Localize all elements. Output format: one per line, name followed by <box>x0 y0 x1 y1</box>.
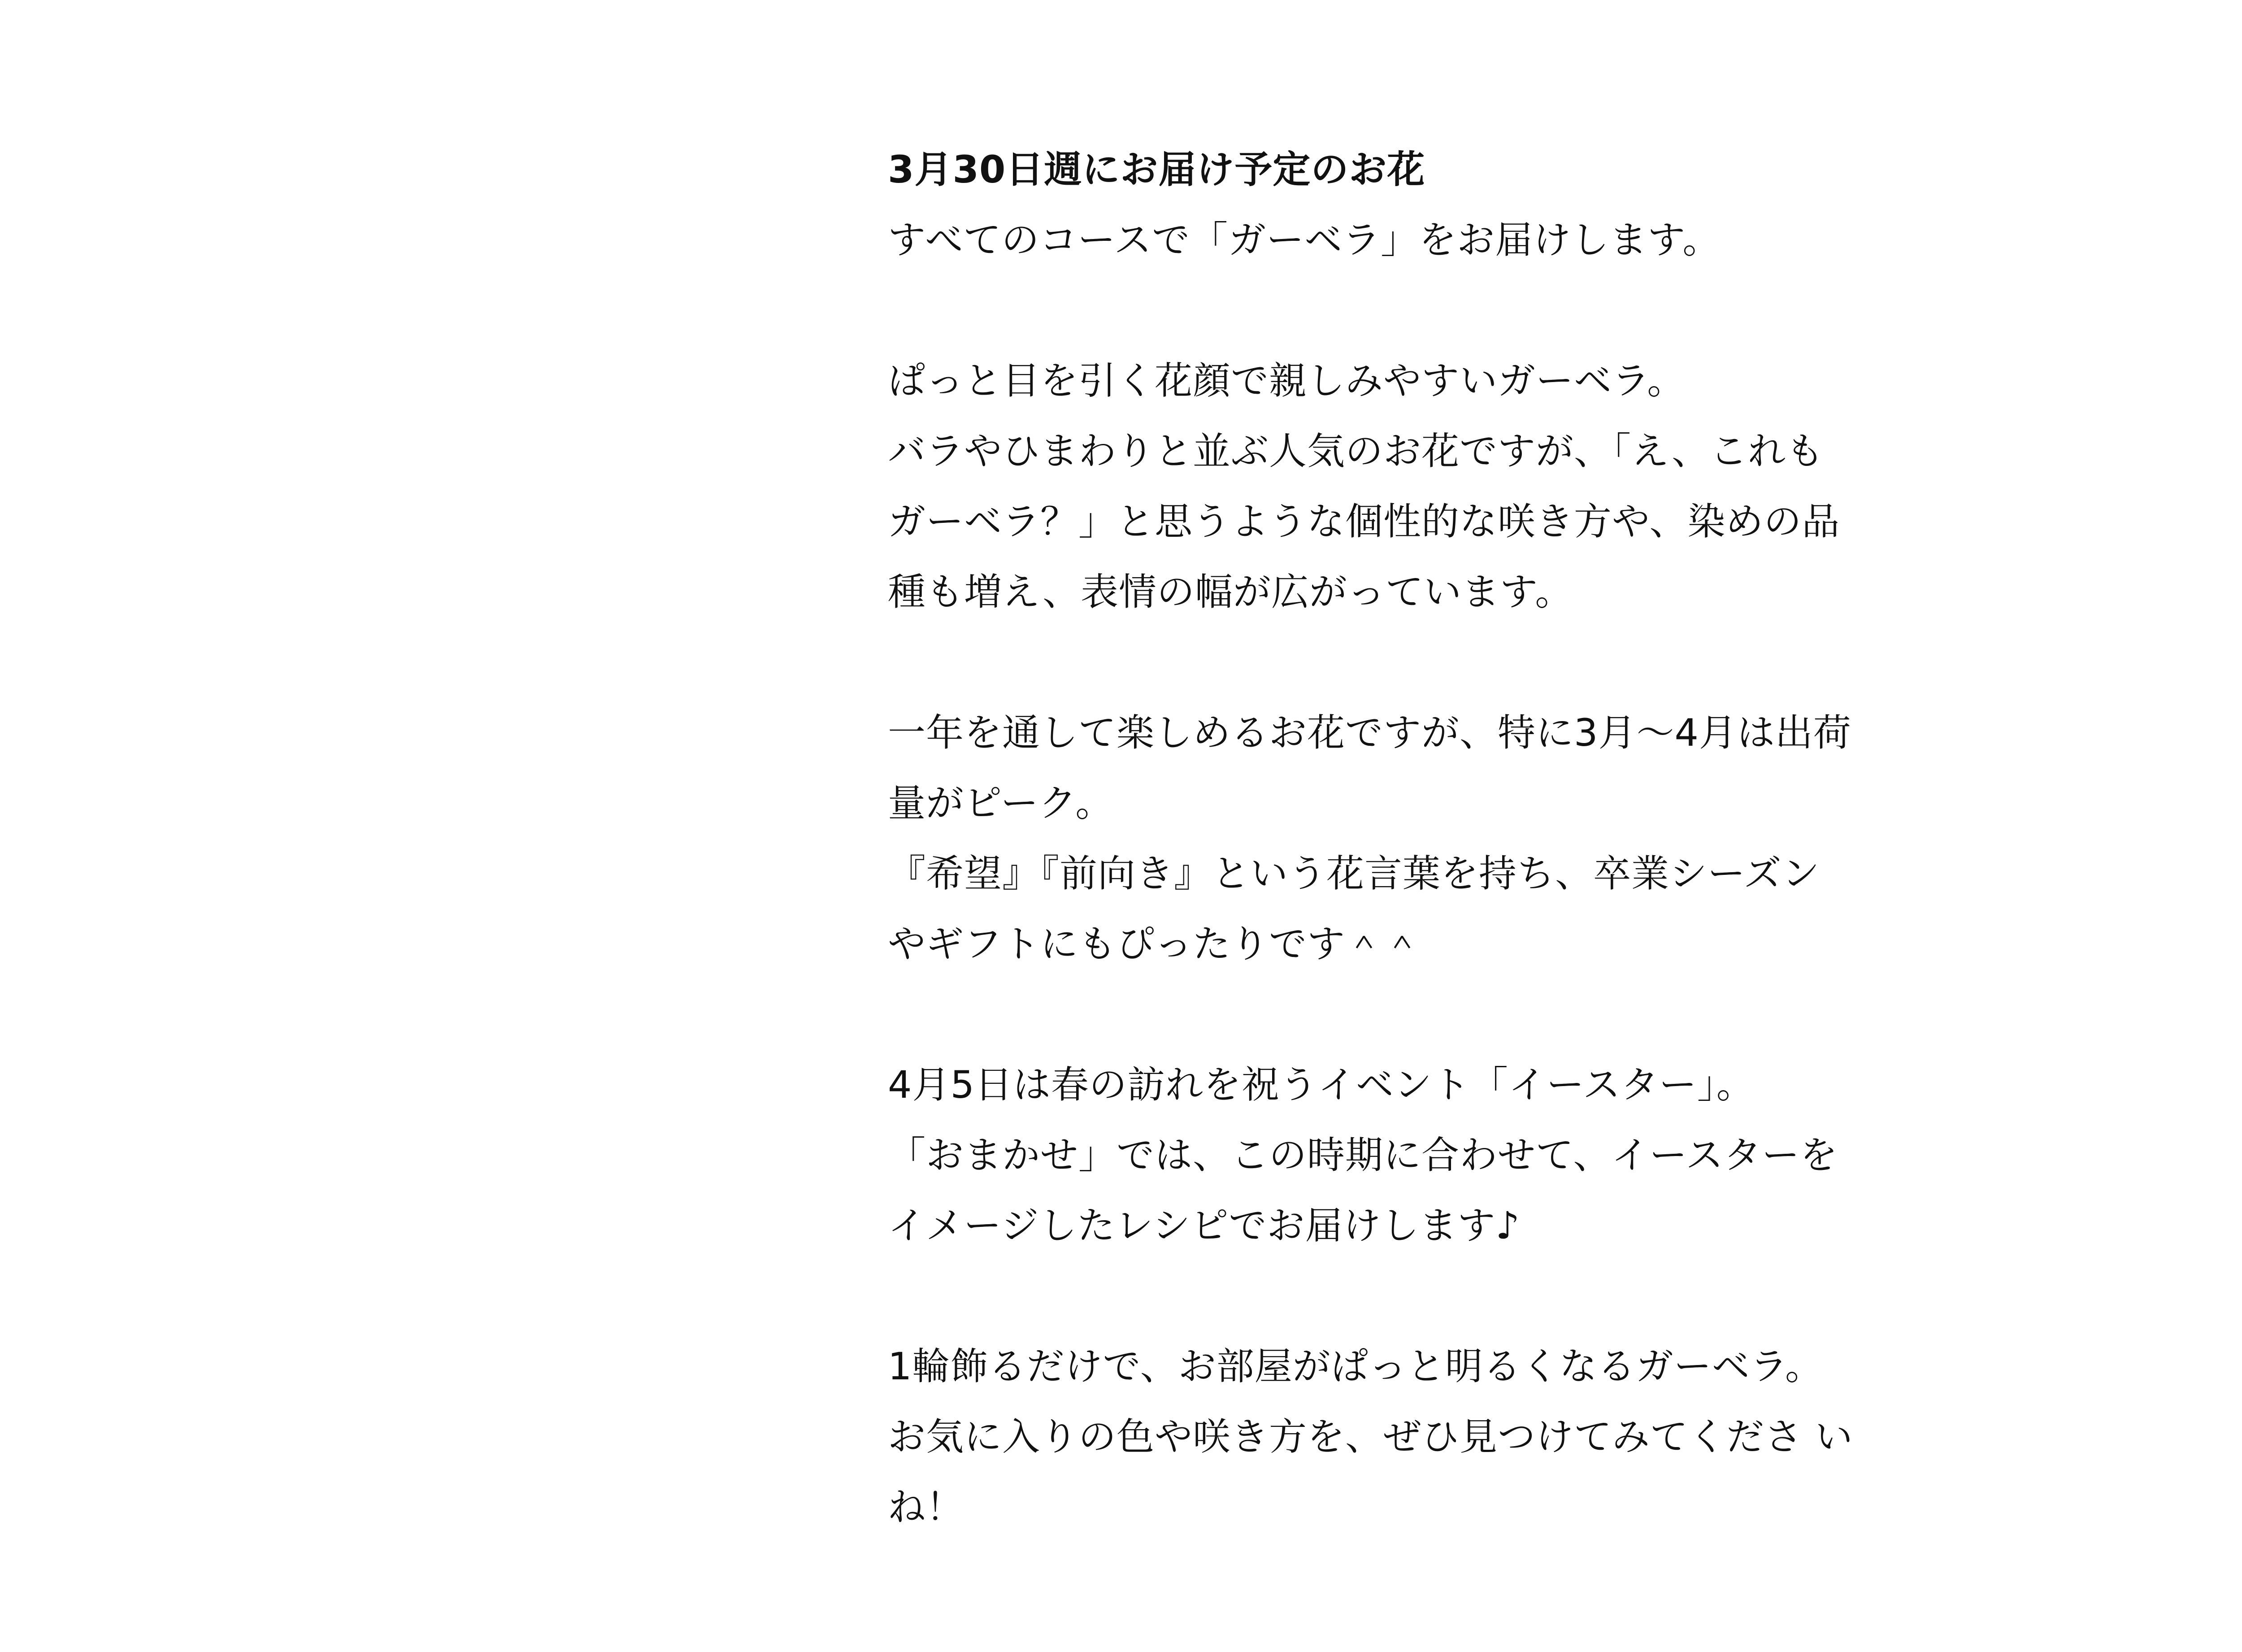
article-body <box>888 135 1856 1543</box>
article-line: お気に入りの色や咲き方を、ぜひ見つけてみてくださ い <box>888 1415 1853 1459</box>
article-line: ね！ <box>888 1485 965 1529</box>
article-line: やギフトにもぴったりです＾＾ <box>888 922 1422 966</box>
article-line: 1輪飾るだけで、お部屋がぱっと明るくなるガーベラ。 <box>888 1344 1824 1388</box>
article-line: 一年を通して楽しめるお花ですが、特に3月〜4月は出荷 <box>888 711 1851 755</box>
article-line: 「おまかせ」では、この時期に合わせて、イースターを <box>888 1133 1838 1177</box>
paragraph-gap <box>888 979 1856 1050</box>
paragraph-gap <box>888 275 1856 346</box>
article-line: ぱっと目を引く花顔で親しみやすいガーベラ。 <box>888 359 1686 403</box>
article-title: 3月30日週にお届け予定のお花 <box>888 148 1425 191</box>
article-line: 量がピーク。 <box>888 781 1114 825</box>
article-line: イメージしたレシピでお届けします♪ <box>888 1204 1520 1248</box>
article-line: 種も増え、表情の幅が広がっています。 <box>888 570 1573 614</box>
article-line: すべてのコースで「ガーベラ」をお届けします。 <box>888 218 1721 262</box>
article-line: 4月5日は春の訪れを祝うイベント「イースター」。 <box>888 1063 1755 1107</box>
article-line: ガーベラ？」と思うような個性的な咲き方や、染めの品 <box>888 500 1840 543</box>
article-line: バラやひまわりと並ぶ人気のお花ですが、「え、これも <box>888 429 1825 473</box>
paragraph-gap <box>888 627 1856 698</box>
article-line: 『希望』『前向き』という花言葉を持ち、卒業シーズン <box>888 852 1820 896</box>
paragraph-gap <box>888 1261 1856 1331</box>
